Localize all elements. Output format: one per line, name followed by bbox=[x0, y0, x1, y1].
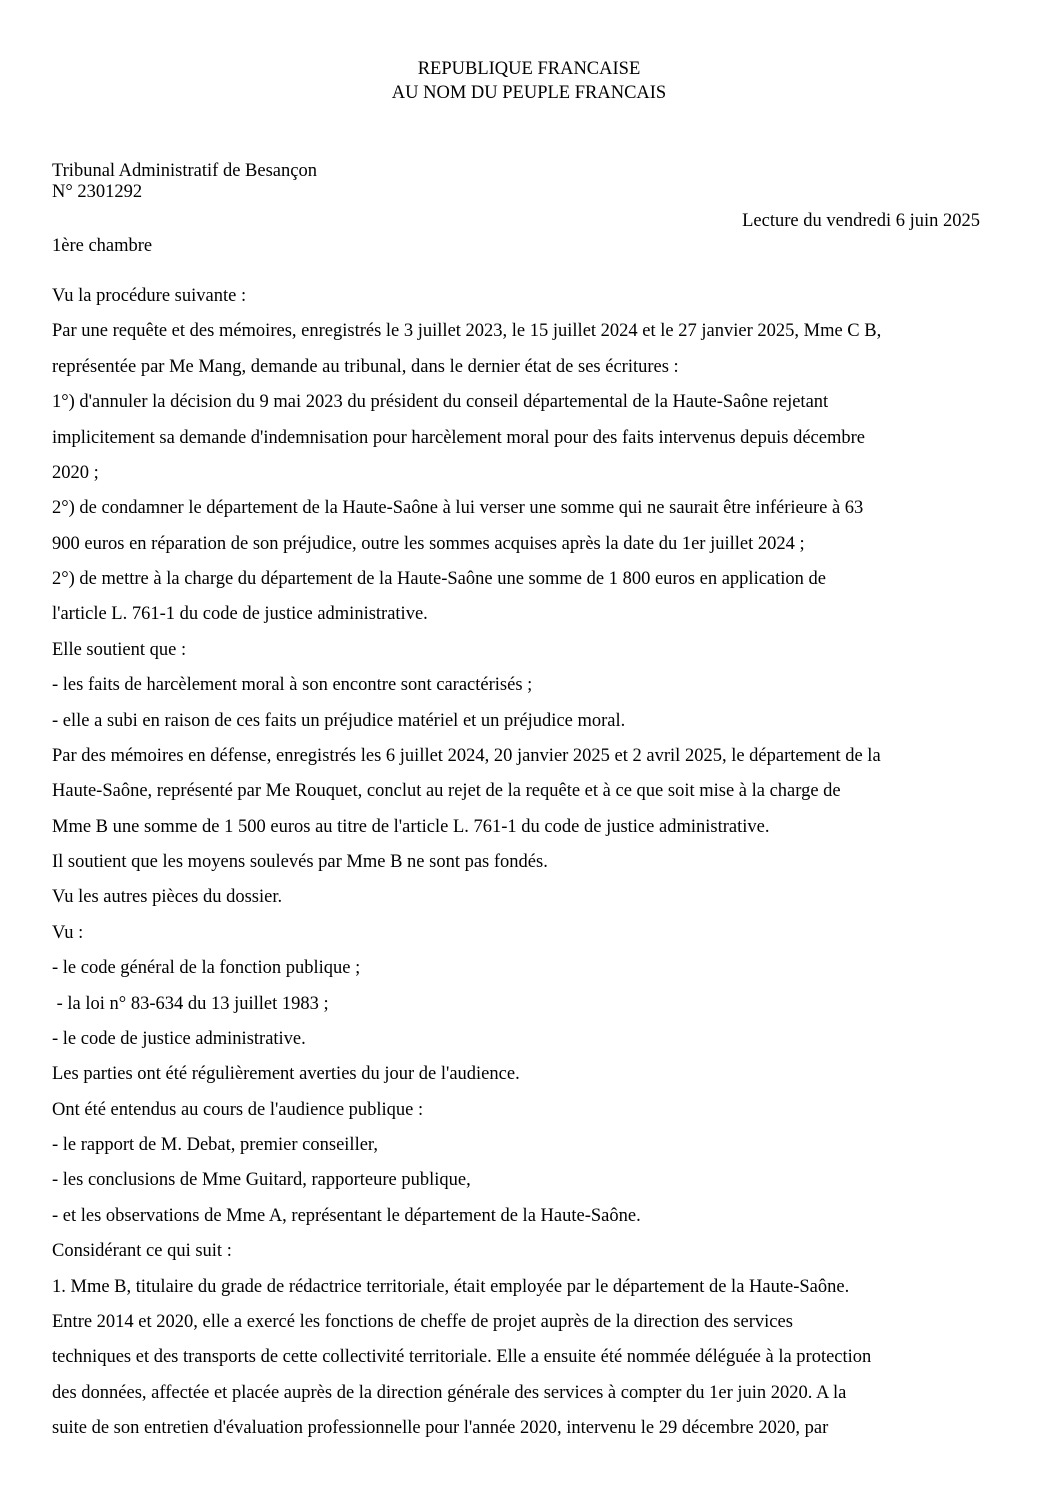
text-line: 900 euros en réparation de son préjudice, outre les sommes acquises après la date du 1er juillet 2024 ; bbox=[52, 533, 805, 554]
text-line: l'article L. 761-1 du code de justice administrative. bbox=[52, 604, 428, 625]
text-line: Par des mémoires en défense, enregistrés les 6 juillet 2024, 20 janvier 2025 et 2 avril 2025, le département de la bbox=[52, 745, 881, 766]
paragraph bbox=[52, 880, 1012, 915]
paragraph bbox=[52, 951, 1012, 986]
paragraph bbox=[52, 1270, 1012, 1447]
text-line: implicitement sa demande d'indemnisation pour harcèlement moral pour des faits intervenus depuis décembre bbox=[52, 427, 865, 448]
court-block bbox=[52, 161, 317, 202]
chamber-label: 1ère chambre bbox=[52, 236, 153, 256]
paragraph bbox=[52, 633, 1012, 668]
text-line: - le code de justice administrative. bbox=[52, 1028, 306, 1049]
document-body bbox=[52, 279, 1012, 1446]
text-line: 2°) de mettre à la charge du département de la Haute-Saône une somme de 1 800 euros en application de bbox=[52, 569, 827, 589]
text-line: suite de son entretien d'évaluation professionnelle pour l'année 2020, intervenu le 29 décembre 2020, par bbox=[52, 1418, 829, 1438]
text-line: - la loi n° 83-634 du 13 juillet 1983 ; bbox=[52, 993, 329, 1014]
paragraph bbox=[52, 845, 1012, 880]
text-line: 2°) de condamner le département de la Haute-Saône à lui verser une somme qui ne saurait être inférieure à 63 bbox=[52, 498, 864, 519]
text-line: Vu la procédure suivante : bbox=[52, 286, 247, 306]
text-line: - les faits de harcèlement moral à son encontre sont caractérisés ; bbox=[52, 675, 533, 696]
text-line: Haute-Saône, représenté par Me Rouquet, conclut au rejet de la requête et à ce que soit mise à la charge de bbox=[52, 781, 841, 802]
paragraph bbox=[52, 916, 1012, 951]
text-line: Elle soutient que : bbox=[52, 639, 187, 660]
republic-title: REPUBLIQUE FRANCAISE bbox=[417, 59, 641, 79]
text-line: Vu les autres pièces du dossier. bbox=[52, 887, 283, 908]
case-number: N° 2301292 bbox=[52, 181, 143, 202]
paragraph bbox=[52, 1057, 1012, 1092]
paragraph bbox=[52, 314, 1012, 385]
paragraph bbox=[52, 1163, 1012, 1198]
text-line: 1. Mme B, titulaire du grade de rédactrice territoriale, était employée par le département de la Haute-Saône. bbox=[52, 1276, 850, 1297]
text-line: techniques et des transports de cette collectivité territoriale. Elle a ensuite été nommée déléguée à la protection bbox=[52, 1347, 872, 1368]
text-line: Ont été entendus au cours de l'audience publique : bbox=[52, 1099, 424, 1120]
tribunal-name: Tribunal Administratif de Besançon bbox=[52, 161, 317, 181]
people-motto: AU NOM DU PEUPLE FRANCAIS bbox=[391, 83, 667, 103]
paragraph bbox=[52, 987, 1012, 1022]
text-line: Il soutient que les moyens soulevés par Mme B ne sont pas fondés. bbox=[52, 852, 548, 872]
text-line: - les conclusions de Mme Guitard, rapporteure publique, bbox=[52, 1170, 471, 1191]
text-line: 2020 ; bbox=[52, 462, 99, 483]
paragraph bbox=[52, 1128, 1012, 1163]
text-line: - le code général de la fonction publique ; bbox=[52, 958, 361, 979]
paragraph bbox=[52, 1022, 1012, 1057]
paragraph bbox=[52, 1234, 1012, 1269]
letterhead bbox=[0, 57, 1058, 105]
text-line: 1°) d'annuler la décision du 9 mai 2023 du président du conseil départemental de la Haute-Saône rejetant bbox=[52, 392, 829, 413]
paragraph bbox=[52, 1199, 1012, 1234]
text-line: Les parties ont été régulièrement averties du jour de l'audience. bbox=[52, 1064, 520, 1085]
text-line: Considérant ce qui suit : bbox=[52, 1241, 232, 1262]
text-line: Par une requête et des mémoires, enregistrés le 3 juillet 2023, le 15 juillet 2024 et le 27 janvier 2025, Mme C B, bbox=[52, 321, 882, 342]
text-line: - le rapport de M. Debat, premier conseiller, bbox=[52, 1135, 378, 1155]
text-line: Vu : bbox=[52, 922, 84, 943]
paragraph bbox=[52, 1093, 1012, 1128]
paragraph bbox=[52, 385, 1012, 491]
paragraph bbox=[52, 562, 1012, 633]
paragraph bbox=[52, 704, 1012, 739]
paragraph bbox=[52, 491, 1012, 562]
text-line: Mme B une somme de 1 500 euros au titre de l'article L. 761-1 du code de justice administrative. bbox=[52, 816, 770, 837]
text-line: Entre 2014 et 2020, elle a exercé les fonctions de cheffe de projet auprès de la direction des services bbox=[52, 1311, 793, 1332]
text-line: des données, affectée et placée auprès de la direction générale des services à compter du 1er juin 2020. A la bbox=[52, 1382, 847, 1403]
paragraph bbox=[52, 668, 1012, 703]
paragraph bbox=[52, 279, 1012, 314]
paragraph bbox=[52, 739, 1012, 845]
text-line: - elle a subi en raison de ces faits un préjudice matériel et un préjudice moral. bbox=[52, 710, 626, 731]
text-line: - et les observations de Mme A, représentant le département de la Haute-Saône. bbox=[52, 1205, 641, 1226]
reading-date: Lecture du vendredi 6 juin 2025 bbox=[742, 211, 980, 231]
text-line: représentée par Me Mang, demande au tribunal, dans le dernier état de ses écritures : bbox=[52, 356, 679, 377]
